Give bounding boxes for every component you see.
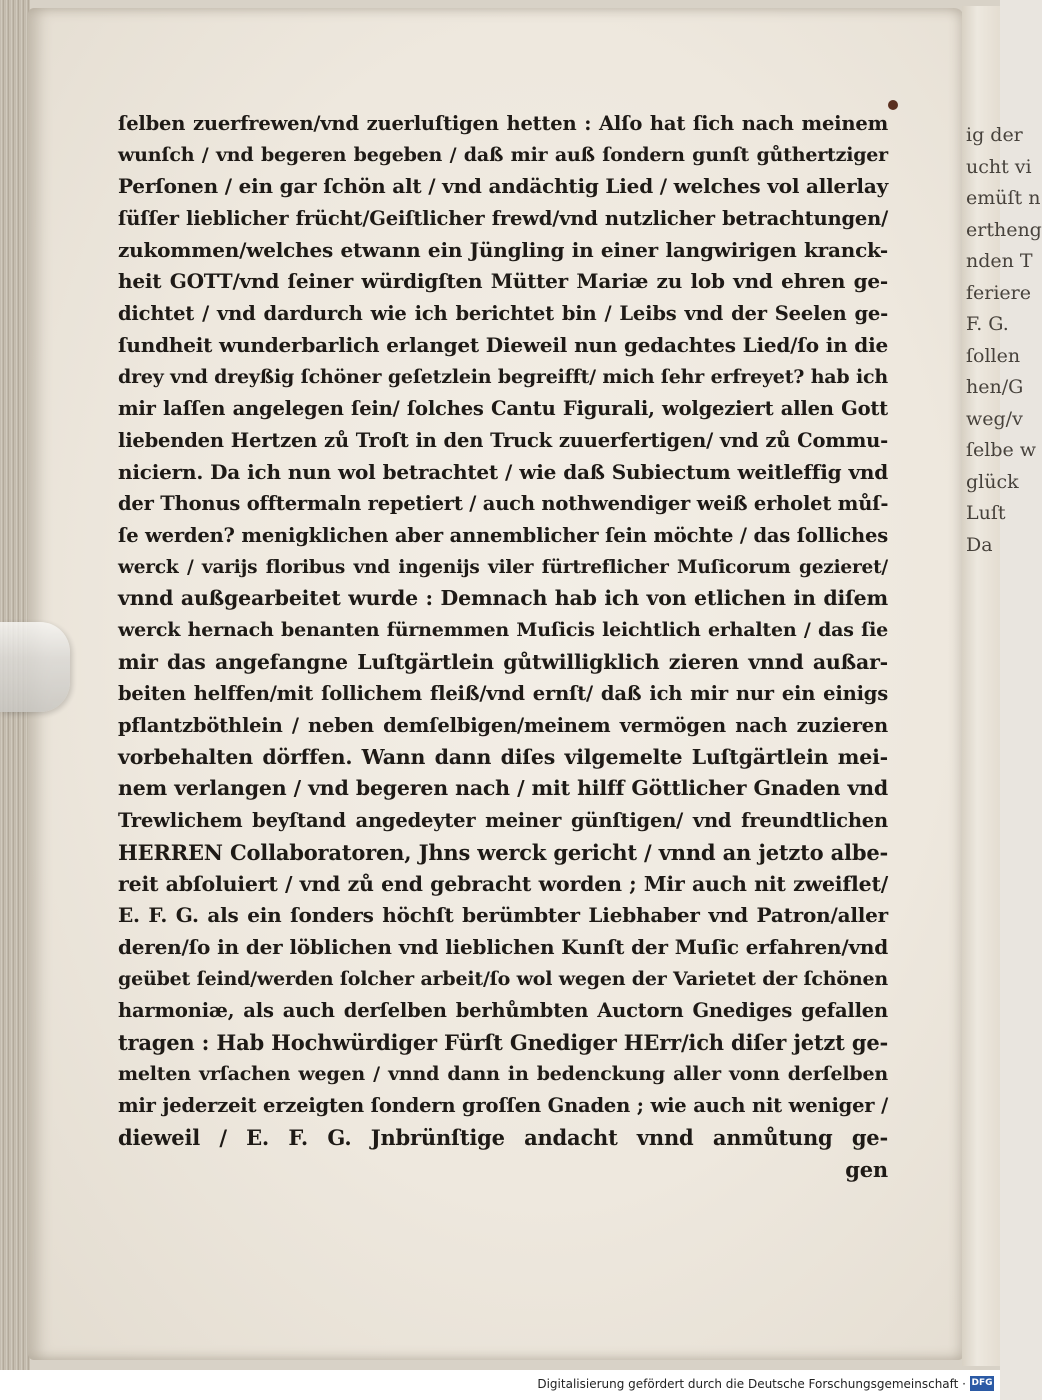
dfg-logo-icon: DFG [970, 1376, 994, 1391]
footer-bar [0, 1370, 1000, 1400]
text-line: drey vnd dreyßig ſchöner geſetzlein begreifft/ mich ſehr erfreyet? hab ich [118, 365, 888, 388]
adjacent-page-line: ſollen [966, 344, 1021, 367]
text-line: reit abſoluiert / vnd zů end gebracht worden ; Mir auch nit zweiflet/ [118, 871, 888, 896]
adjacent-page-line: glück [966, 470, 1019, 493]
adjacent-page-line: emüſt n [966, 187, 1041, 209]
text-line: pflantzböthlein / neben demſelbigen/meinem vermögen nach zuzieren [118, 714, 888, 738]
text-line: Perſonen / ein gar ſchön alt / vnd andächtig Lied / welches vol allerlay [118, 174, 888, 199]
page-text [118, 108, 888, 1185]
ink-spot [888, 100, 898, 110]
adjacent-page-line: nden T [966, 250, 1033, 272]
adjacent-page-line: weg/v [966, 407, 1023, 430]
text-line: deren/ſo in der löblichen vnd lieblichen Kunſt der Muſic erfahren/vnd [118, 934, 888, 959]
text-line: harmoniæ, als auch derſelben berhůmbten Auctorn Gnediges gefallen [118, 999, 888, 1023]
text-line: der Thonus offtermaln repetiert / auch nothwendiger weiß erholet můſ- [118, 492, 889, 516]
text-line: mir jederzeit erzeigten ſondern groſſen Gnaden ; wie auch nit weniger / [118, 1094, 888, 1118]
adjacent-page-line: F. G. [966, 313, 1009, 335]
text-line: dieweil / E. F. G. Jnbrünſtige andacht vnnd anmůtung ge- [118, 1125, 888, 1150]
text-line: beiten helffen/mit ſollichem fleiß/vnd ernſt/ daß ich mir nur ein einigs [118, 682, 888, 706]
text-line: HERREN Collaboratoren, Jhns werck gericht / vnnd an jetzto albe- [118, 839, 888, 865]
adjacent-page [962, 6, 1042, 1366]
text-line: mir das angefangne Luſtgärtlein gůtwilligklich zieren vnnd außar- [118, 649, 888, 674]
text-line: vnnd außgearbeitet wurde : Demnach hab ich von etlichen in diſem [118, 586, 888, 611]
footer-credit: Digitalisierung gefördert durch die Deutsche Forschungsgemeinschaft · [537, 1377, 966, 1391]
text-line: werck / varijs floribus vnd ingenijs viler fürtreflicher Muſicorum gezieret/ [118, 556, 888, 578]
text-line: gen [845, 1156, 888, 1182]
text-line: werck hernach benanten fürnemmen Muſicis leichtlich erhalten / das ſie [118, 619, 888, 641]
text-line: ſundheit wunderbarlich erlanget Dieweil nun gedachtes Lied/ſo in die [118, 332, 888, 357]
adjacent-page-line: feriere [966, 281, 1032, 304]
text-line: geübet ſeind/werden ſolcher arbeit/ſo wol wegen der Varietet der ſchönen [118, 967, 888, 990]
text-line: nem verlangen / vnd begeren nach / mit hilff Göttlicher Gnaden vnd [118, 776, 888, 801]
text-line: mir laſſen angelegen ſein/ ſolches Cantu Figurali, wolgeziert allen Gott [118, 397, 888, 421]
text-line: vorbehalten dörffen. Wann dann diſes vilgemelte Luſtgärtlein mei- [118, 744, 888, 769]
text-line: heit GOTT/vnd ſeiner würdigſten Mütter Mariæ zu lob vnd ehren ge- [118, 269, 888, 294]
adjacent-page-line: ſelbe w [966, 439, 1037, 461]
text-line: ſelben zuerfrewen/vnd zuerluſtigen hetten : Alſo hat ſich nach meinem [118, 112, 888, 135]
text-line: zukommen/welches etwann ein Jüngling in einer langwirigen kranck- [118, 237, 888, 262]
text-line: liebenden Hertzen zů Troſt in den Truck zuuerfertigen/ vnd zů Commu- [118, 428, 888, 452]
adjacent-page-line: Da [966, 533, 993, 556]
adjacent-page-line: Luſt [966, 502, 1006, 524]
text-line: wunſch / vnd begeren begeben / daß mir auß ſondern gunſt gůthertziger [118, 143, 888, 166]
text-line: Trewlichem beyſtand angedeyter meiner günſtigen/ vnd freundtlichen [118, 809, 888, 833]
adjacent-page-line: ucht vi [966, 155, 1032, 178]
text-line: niciern. Da ich nun wol betrachtet / wie daß Subiectum weitleffig vnd [118, 459, 888, 484]
adjacent-page-line: ig der [966, 124, 1023, 146]
page-clip [0, 622, 70, 712]
text-line: dichtet / vnd dardurch wie ich berichtet bin / Leibs vnd der Seelen ge- [118, 302, 888, 326]
adjacent-page-line: hen/G [966, 376, 1024, 398]
text-line: melten vrſachen wegen / vnnd dann in bedenckung aller vonn derſelben [118, 1062, 888, 1085]
text-line: ſe werden? menigklichen aber annemblicher ſein möchte / das ſolliches [118, 523, 888, 547]
text-line: E. F. G. als ein ſonders höchſt berümbter Liebhaber vnd Patron/aller [118, 903, 888, 928]
text-line: ſüſſer lieblicher frücht/Geiſtlicher frewd/vnd nutzlicher betrachtungen/ [118, 207, 888, 231]
adjacent-page-line: ertheng [966, 218, 1042, 241]
text-line: tragen : Hab Hochwürdiger Fürſt Gnediger HErr/ich diſer jetzt ge- [118, 1029, 888, 1055]
